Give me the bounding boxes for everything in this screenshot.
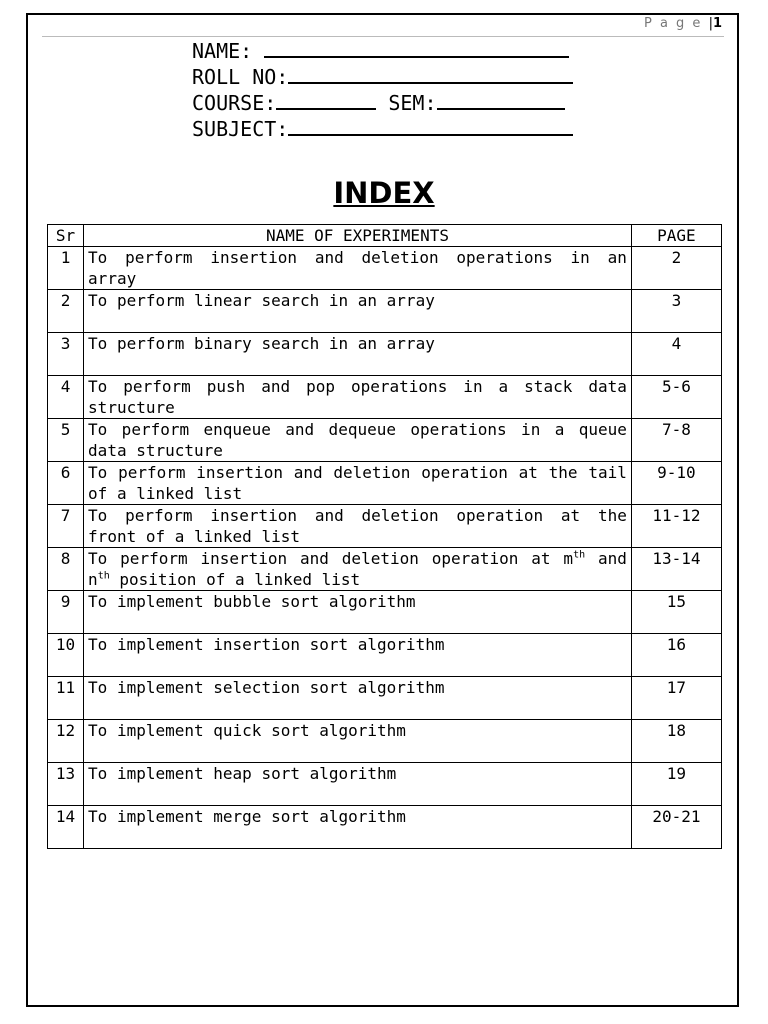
header-sr: Sr [48, 225, 84, 247]
page-title: INDEX [333, 176, 435, 210]
course-sem-row [192, 89, 573, 115]
row-page: 16 [631, 634, 721, 677]
row-sr: 3 [48, 333, 84, 376]
superscript-th: th [573, 549, 586, 561]
row-experiment: To implement quick sort algorithm [84, 720, 632, 763]
row-experiment: To perform insertion and deletion operation at the tail of a linked list [84, 462, 632, 505]
row-page: 17 [631, 677, 721, 720]
table-row [48, 419, 722, 462]
experiment-text-part: position of a linked list [109, 570, 361, 589]
row-sr: 5 [48, 419, 84, 462]
roll-row [192, 63, 573, 89]
row-sr: 14 [48, 806, 84, 849]
table-row [48, 247, 722, 290]
row-page: 3 [631, 290, 721, 333]
table-row [48, 462, 722, 505]
header-page: PAGE [631, 225, 721, 247]
row-sr: 12 [48, 720, 84, 763]
superscript-th: th [97, 570, 110, 582]
roll-fill-line [288, 63, 573, 84]
sem-label: SEM: [388, 91, 437, 115]
index-table [47, 224, 722, 849]
experiment-text-part: and n [88, 549, 637, 589]
row-experiment: To perform push and pop operations in a stack data structure [84, 376, 632, 419]
row-page: 15 [631, 591, 721, 634]
row-experiment [84, 548, 637, 591]
table-row [48, 806, 722, 849]
row-page: 19 [631, 763, 721, 806]
row-experiment: To implement bubble sort algorithm [84, 591, 632, 634]
name-fill-line [264, 37, 569, 58]
experiment-text-part: To perform insertion and deletion operation at m [88, 549, 574, 568]
row-sr: 6 [48, 462, 84, 505]
row-sr: 10 [48, 634, 84, 677]
row-experiment: To perform enqueue and dequeue operations in a queue data structure [84, 419, 632, 462]
row-experiment: To implement insertion sort algorithm [84, 634, 632, 677]
row-page: 7-8 [631, 419, 721, 462]
row-sr: 7 [48, 505, 84, 548]
row-page: 18 [631, 720, 721, 763]
row-sr: 11 [48, 677, 84, 720]
row-page: 20-21 [631, 806, 721, 849]
row-experiment: To implement selection sort algorithm [84, 677, 632, 720]
page-separator: | [708, 16, 713, 31]
subject-row [192, 115, 573, 141]
header-name: NAME OF EXPERIMENTS [84, 225, 632, 247]
course-fill-line [276, 89, 376, 110]
row-page: 11-12 [631, 505, 721, 548]
table-row [48, 290, 722, 333]
subject-label: SUBJECT: [192, 117, 289, 141]
row-page: 2 [631, 247, 721, 290]
table-row [48, 376, 722, 419]
row-experiment: To perform insertion and deletion operations in an array [84, 247, 632, 290]
row-sr: 13 [48, 763, 84, 806]
row-sr: 9 [48, 591, 84, 634]
table-row [48, 720, 722, 763]
row-experiment: To implement heap sort algorithm [84, 763, 632, 806]
row-page: 9-10 [631, 462, 721, 505]
page-label: P a g e [643, 16, 703, 31]
table-header-row [48, 225, 722, 247]
row-page: 13-14 [631, 548, 721, 591]
table-row [48, 333, 722, 376]
row-sr: 8 [48, 548, 84, 591]
page-number-header [600, 16, 722, 31]
table-row [48, 634, 722, 677]
table-row [48, 677, 722, 720]
course-label: COURSE: [192, 91, 277, 115]
row-experiment: To implement merge sort algorithm [84, 806, 632, 849]
table-row [48, 591, 722, 634]
name-row [192, 37, 573, 63]
row-sr: 1 [48, 247, 84, 290]
row-sr: 2 [48, 290, 84, 333]
name-label: NAME: [192, 39, 265, 63]
table-row [48, 548, 722, 591]
row-page: 4 [631, 333, 721, 376]
table-row [48, 505, 722, 548]
table-row [48, 763, 722, 806]
subject-fill-line [288, 115, 573, 136]
page-number: 1 [712, 16, 722, 31]
row-page: 5-6 [631, 376, 721, 419]
row-experiment: To perform insertion and deletion operation at the front of a linked list [84, 505, 632, 548]
row-experiment: To perform binary search in an array [84, 333, 632, 376]
row-experiment: To perform linear search in an array [84, 290, 632, 333]
sem-fill-line [437, 89, 565, 110]
row-sr: 4 [48, 376, 84, 419]
student-info [192, 37, 573, 141]
roll-label: ROLL NO: [192, 65, 289, 89]
